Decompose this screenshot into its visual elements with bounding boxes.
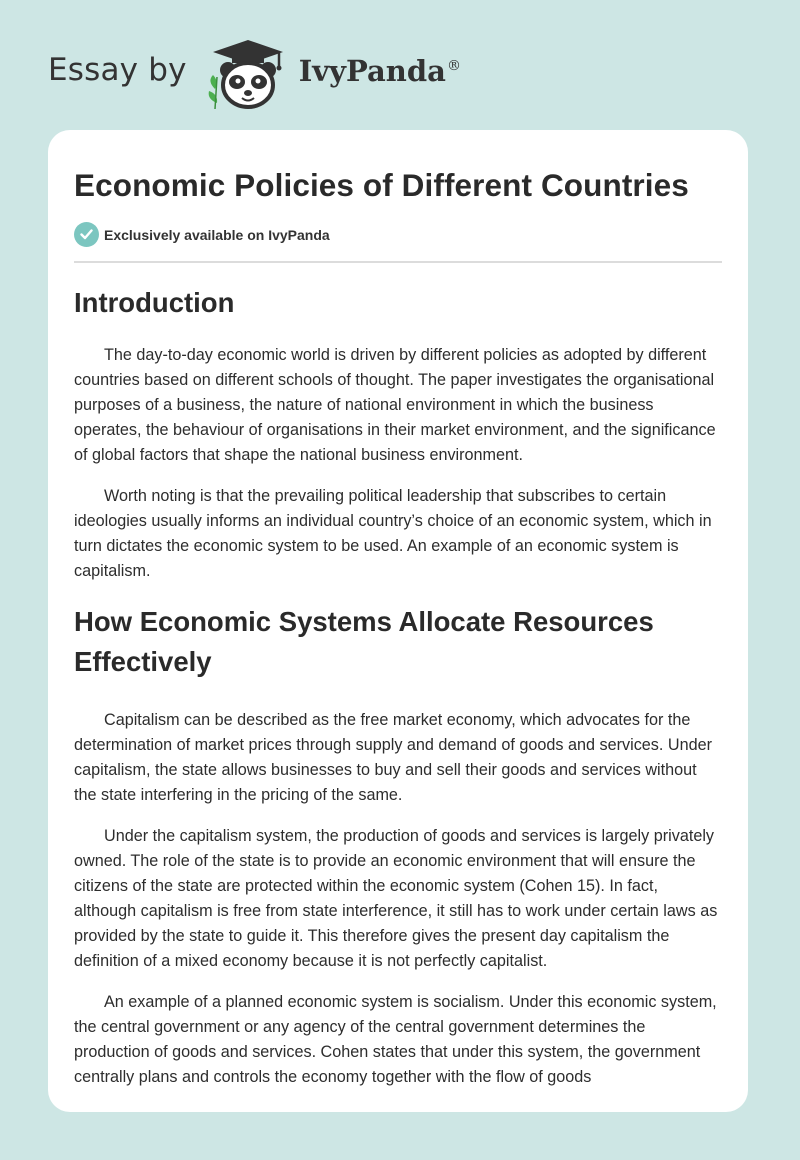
- paragraph: The day-to-day economic world is driven by different policies as adopted by different countries based on different schools of thought. The paper investigates the organisational purposes of a business, the nature of national environment in which the business operates, the behaviour of organisations in their market environment, and the significance of global factors that shape the national business environment.: [74, 346, 716, 464]
- panda-logo-icon[interactable]: [205, 37, 291, 111]
- article-card: [48, 130, 748, 1112]
- essay-by-label: Essay by: [48, 52, 187, 88]
- paragraph: Capitalism can be described as the free market economy, which advocates for the determination of market prices through supply and demand of goods and services. Under capitalism, the state allows businesses to buy and sell their goods and services without the state interfering in the pricing of the same.: [74, 711, 712, 804]
- check-icon: [74, 222, 99, 247]
- paragraph: Worth noting is that the prevailing political leadership that subscribes to certain ideologies usually informs an individual country’s choice of an economic system, which in turn dictates the economic system to be used. An example of an economic system is capitalism.: [74, 487, 712, 580]
- section-heading: How Economic Systems Allocate Resources Effectively: [74, 606, 654, 677]
- paragraph: An example of a planned economic system is socialism. Under this economic system, the central government or any agency of the central government determines the production of goods and services. Cohen states that under this system, the government centrally plans and controls the economy together with the flow of goods: [74, 993, 717, 1086]
- exclusive-badge: [74, 222, 722, 247]
- site-header: [48, 34, 461, 114]
- section-heading: Introduction: [74, 287, 235, 318]
- registered-mark: ®: [446, 58, 461, 75]
- exclusive-badge-label: Exclusively available on IvyPanda: [104, 226, 330, 243]
- paragraph: Under the capitalism system, the production of goods and services is largely privately owned. The role of the state is to provide an economic environment that will ensure the citizens of the state are protected within the economic system (Cohen 15). In fact, although capitalism is free from state interference, it still has to work under certain laws as provided by the state to guide it. This therefore gives the present day capitalism the definition of a mixed economy because it is not perfectly capitalist.: [74, 827, 718, 970]
- divider: [74, 261, 722, 263]
- article-title: Economic Policies of Different Countries: [74, 167, 689, 203]
- brand-name[interactable]: IvyPanda®: [298, 54, 461, 88]
